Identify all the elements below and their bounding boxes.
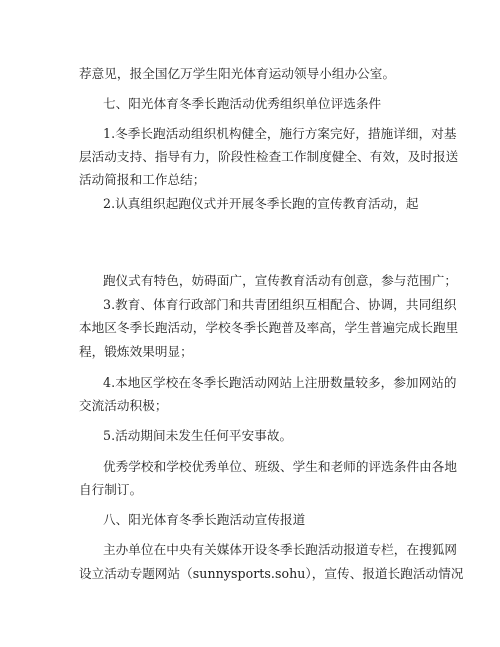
criterion-4-line: 4.本地区学校在冬季长跑活动网站上注册数量较多，参加网站的 [103, 375, 457, 390]
paragraph-line: 设立活动专题网站（sunnysports.sohu），宣传、报道长跑活动情况 [79, 566, 464, 581]
criterion-3-line: 本地区冬季长跑活动，学校冬季长跑普及率高，学生普遍完成长跑里 [79, 320, 459, 335]
section-heading-seven: 七、阳光体育冬季长跑活动优秀组织单位评选条件 [103, 96, 382, 111]
criterion-1-line: 层活动支持、指导有力，阶段性检查工作制度健全、有效，及时报送 [79, 149, 459, 164]
paragraph-line: 优秀学校和学校优秀单位、班级、学生和老师的评选条件由各地 [103, 459, 458, 474]
section-heading-eight: 八、阳光体育冬季长跑活动宣传报道 [103, 512, 306, 527]
criterion-4-line: 交流活动积极； [79, 398, 168, 413]
paragraph-line: 荐意见，报全国亿万学生阳光体育运动领导小组办公室。 [79, 66, 396, 81]
criterion-2-line: 跑仪式有特色，妨碍面广，宣传教育活动有创意，参与范围广； [103, 273, 458, 288]
criterion-5-line: 5.活动期间未发生任何平安事故。 [103, 428, 293, 443]
criterion-1-line: 活动简报和工作总结； [79, 172, 206, 187]
criterion-3-line: 程，锻炼效果明显； [79, 344, 193, 359]
criterion-2-line: 2.认真组织起跑仪式并开展冬季长跑的宣传教育活动，起 [103, 196, 419, 211]
criterion-1-line: 1.冬季长跑活动组织机构健全，施行方案完好，措施详细，对基 [103, 126, 457, 141]
paragraph-line: 自行制订。 [79, 482, 143, 497]
criterion-3-line: 3.教育、体育行政部门和共青团组织互相配合、协调，共同组织 [103, 297, 457, 312]
paragraph-line: 主办单位在中央有关媒体开设冬季长跑活动报道专栏，在搜狐网 [103, 542, 458, 557]
